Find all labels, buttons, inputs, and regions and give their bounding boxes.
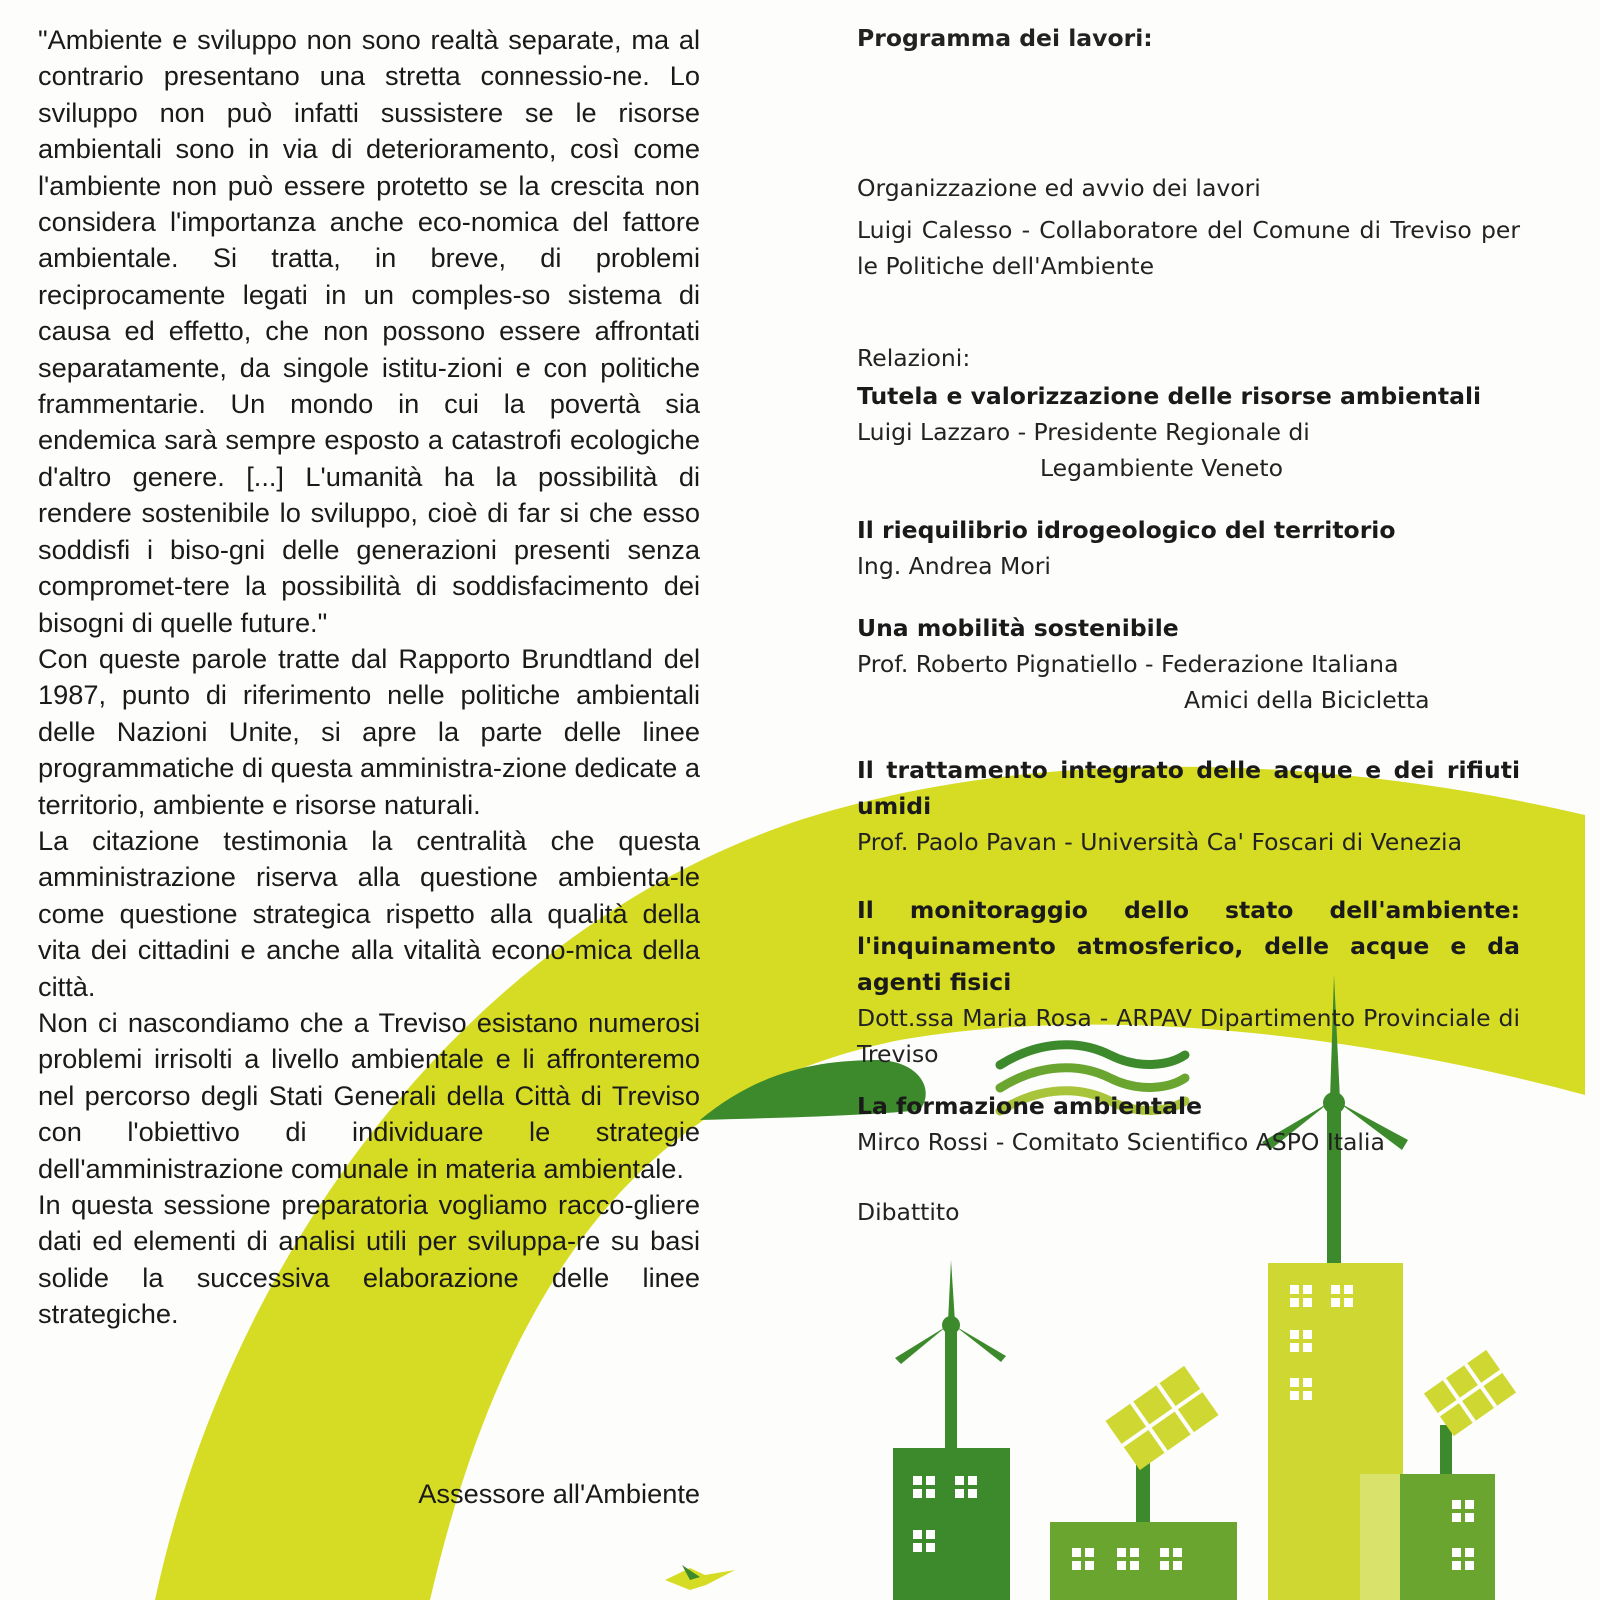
intro-paragraph: Non ci nascondiamo che a Treviso esistano numerosi problemi irrisolti a livello ambientale e li affronteremo nel percorso degli Stati Generali della Città di Treviso con l'obiettivo di individuare le strategie dell'amministrazione comunale in materia ambientale. [38, 1006, 700, 1184]
talk-item [857, 892, 1520, 1072]
talk-speaker: Prof. Paolo Pavan - Università Ca' Foscari di Venezia [857, 828, 1462, 856]
opening-speaker: Luigi Calesso - Collaboratore del Comune di Treviso per le Politiche dell'Ambiente [857, 216, 1520, 280]
intro-paragraph: La citazione testimonia la centralità che questa amministrazione riserva alla questione ambienta-le come questione strategica rispetto alla qualità della vita dei cittadini e anche alla vitalità econo-mica della città. [38, 824, 700, 1002]
solar-panel-icon [1105, 1366, 1218, 1525]
talk-title: Il riequilibrio idrogeologico del territorio [857, 516, 1396, 544]
intro-paragraph: Con queste parole tratte dal Rapporto Brundtland del 1987, punto di riferimento nelle politiche ambientali delle Nazioni Unite, si apre la parte delle linee programmatiche di questa amministra-zione dedicate a territorio, ambiente e risorse naturali. [38, 642, 700, 820]
building-icon [1360, 1474, 1495, 1600]
program-heading: Programma dei lavori: [857, 24, 1153, 52]
closing-label: Dibattito [857, 1198, 960, 1226]
talk-title: Tutela e valorizzazione delle risorse ambientali [857, 382, 1482, 410]
brundtland-quote: "Ambiente e sviluppo non sono realtà separate, ma al contrario presentano una stretta connessio-ne. Lo sviluppo non può infatti sussistere se le risorse ambientali sono in via di deterioramento, così come l'ambiente non può essere protetto se la crescita non considera l'importanza anche eco-nomica del fattore ambientale. Si tratta, in breve, di problemi reciprocamente legati in un comples-so sistema di causa ed effetto, che non possono essere affrontati separatamente, da singole istitu-zioni e con politiche frammentarie. Un mondo in cui la povertà sia endemica sarà sempre esposto a catastrofi ecologiche d'altro genere. [...] L'umanità ha la possibilità di rendere sostenibile lo sviluppo, cioè di far si che esso soddisfi i biso-gni delle generazioni presenti senza compromet-tere la possibilità di soddisfacimento dei bisogni di quelle future." [38, 24, 700, 638]
talk-item [857, 378, 1520, 486]
bird-icon [665, 1565, 735, 1590]
talk-title: Il monitoraggio dello stato dell'ambiente: l'inquinamento atmosferico, delle acque e da agenti fisici [857, 896, 1520, 996]
relazioni-label: Relazioni: [857, 344, 971, 372]
intro-text [38, 22, 700, 1333]
intro-paragraph: In questa sessione preparatoria vogliamo racco-gliere dati ed elementi di analisi utili per sviluppa-re su basi solide la successiva elaborazione delle linee strategiche. [38, 1189, 700, 1330]
talk-speaker: Mirco Rossi - Comitato Scientifico ASPO Italia [857, 1128, 1385, 1156]
talk-speaker-cont: Legambiente Veneto [1040, 454, 1283, 482]
program-column [857, 20, 1520, 1230]
talk-item [857, 610, 1520, 718]
talk-title: Il trattamento integrato delle acque e dei rifiuti umidi [857, 756, 1520, 820]
talk-item [857, 752, 1520, 860]
talk-speaker: Ing. Andrea Mori [857, 552, 1051, 580]
talk-title: La formazione ambientale [857, 1092, 1203, 1120]
talk-speaker: Dott.ssa Maria Rosa - ARPAV Dipartimento Provinciale di Treviso [857, 1004, 1520, 1068]
building-icon [1050, 1522, 1237, 1600]
building-icon [893, 1448, 1010, 1600]
talk-speaker: Luigi Lazzaro - Presidente Regionale di [857, 418, 1310, 446]
talk-title: Una mobilità sostenibile [857, 614, 1179, 642]
talk-item [857, 1088, 1520, 1160]
talk-speaker-cont: Amici della Bicicletta [1184, 686, 1430, 714]
signature: Assessore all'Ambiente [418, 1478, 700, 1509]
wind-turbine-icon [895, 1260, 1006, 1448]
talk-item [857, 512, 1520, 584]
talk-speaker: Prof. Roberto Pignatiello - Federazione Italiana [857, 650, 1399, 678]
solar-panel-icon [1424, 1350, 1516, 1475]
opening-label: Organizzazione ed avvio dei lavori [857, 174, 1261, 202]
